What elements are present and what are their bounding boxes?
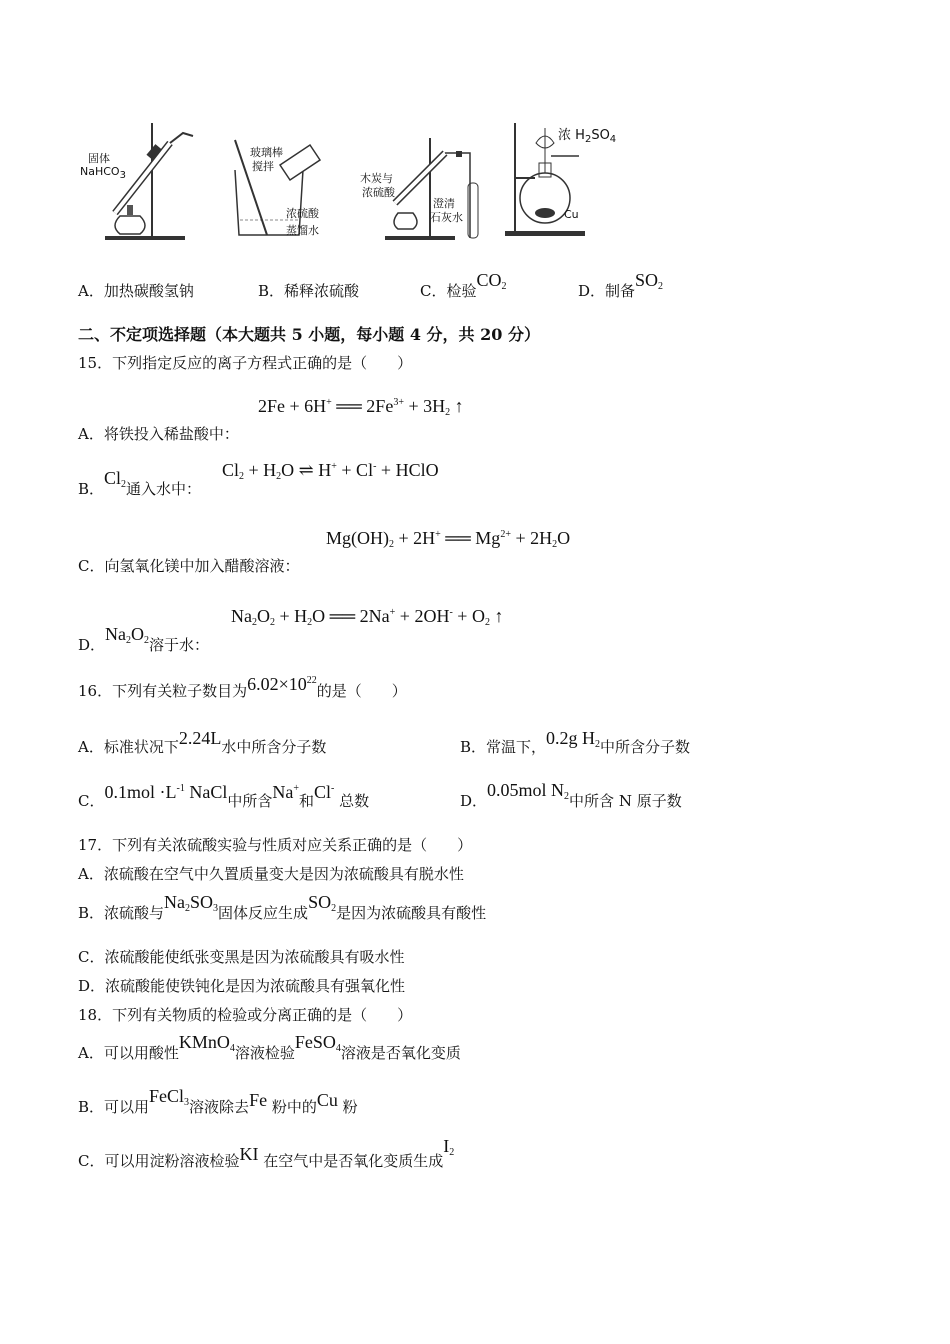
q15-option-d: D．$Na_2O_2$溶于水： [78,624,210,654]
fig-c-label-1: 木炭与 [360,172,393,185]
fig-d-label-1: 浓 $H_2SO_4$ [558,128,617,145]
q17-option-b: B．浓硫酸与$Na_2SO_3$固体反应生成$SO_2$是因为浓硫酸具有酸性 [78,892,487,922]
q16-option-d: D．0.05mol $N_2$中所含 N 原子数 [460,780,682,810]
q14-option-b: B．稀释浓硫酸 [258,282,360,300]
fig-a-label-1: 固体 [88,152,110,165]
q17-stem: 17．下列有关浓硫酸实验与性质对应关系正确的是（ ） [78,836,473,854]
q15-equation-d: $Na_2O_2 + H_2O$ ══ $2Na^+ + 2OH^- + O_2$ ↑ [231,606,504,628]
q15-equation-b: $Cl_2 + H_2O$ ⇌ H+ + Cl- + HClO [222,460,439,482]
q16-stem: 16．下列有关粒子数目为$6.02\times 10^{22}$的是（ ） [78,674,407,700]
q17-option-d: D．浓硫酸能使铁钝化是因为浓硫酸具有强氧化性 [78,977,406,995]
q18-option-c: C．可以用淀粉溶液检验KI 在空气中是否氧化变质生成$I_2$ [78,1136,455,1170]
q14-option-d: D．制备$SO_2$ [578,270,664,300]
section-title-multiple-choice: 二、不定项选择题（本大题共 5 小题，每小题 4 分，共 20 分） [78,325,540,344]
q18-stem: 18．下列有关物质的检验或分离正确的是（ ） [78,1006,413,1024]
q14-option-a: A．加热碳酸氢钠 [78,282,194,300]
fig-c-label-3: 澄清 [433,197,455,210]
q18-option-a: A．可以用酸性KMnO$_4$溶液检验FeSO$_4$溶液是否氧化变质 [78,1032,461,1062]
fig-c-label-4: 石灰水 [430,211,463,224]
q16-option-c: C．$0.1mol \cdot L^{-1}$ NaCl中所含Na+和Cl- 总数 [78,782,370,810]
fig-b-label-3: 浓硫酸 [286,207,319,220]
fig-a-label-2: NaHCO$_3$ [80,165,126,181]
q15-option-b: B．$Cl_2$通入水中： [78,468,202,498]
q16-option-b: B．常温下，0.2g $H_2$中所含分子数 [460,728,691,756]
q15-stem: 15．下列指定反应的离子方程式正确的是（ ） [78,354,413,372]
q15-equation-c: $Mg(OH)_2 + 2H^+$ ══ $Mg^{2+} + 2H_2O$ [326,528,571,550]
q15-option-a: A．将铁投入稀盐酸中： [78,425,239,443]
q16-option-a: A．标准状况下2.24L水中所含分子数 [78,728,327,756]
fig-d-label-cu: Cu [564,208,579,221]
q17-option-c: C．浓硫酸能使纸张变黑是因为浓硫酸具有吸水性 [78,948,405,966]
fig-b-label-4: 蒸馏水 [286,224,319,237]
q17-option-a: A．浓硫酸在空气中久置质量变大是因为浓硫酸具有脱水性 [78,865,464,883]
fig-c-label-2: 浓硫酸 [362,186,395,199]
fig-b-label-1: 玻璃棒 [250,146,283,159]
q18-option-b: B．可以用FeCl$_3$溶液除去Fe 粉中的Cu 粉 [78,1086,358,1116]
fig-b-label-2: 搅拌 [252,160,274,173]
q15-equation-a: 2Fe + 6H+ ══ $2Fe^{3+} + 3H_2$ ↑ [258,396,464,418]
q15-option-c: C．向氢氧化镁中加入醋酸溶液： [78,557,300,575]
q14-option-c: C．检验$CO_2$ [420,270,507,300]
